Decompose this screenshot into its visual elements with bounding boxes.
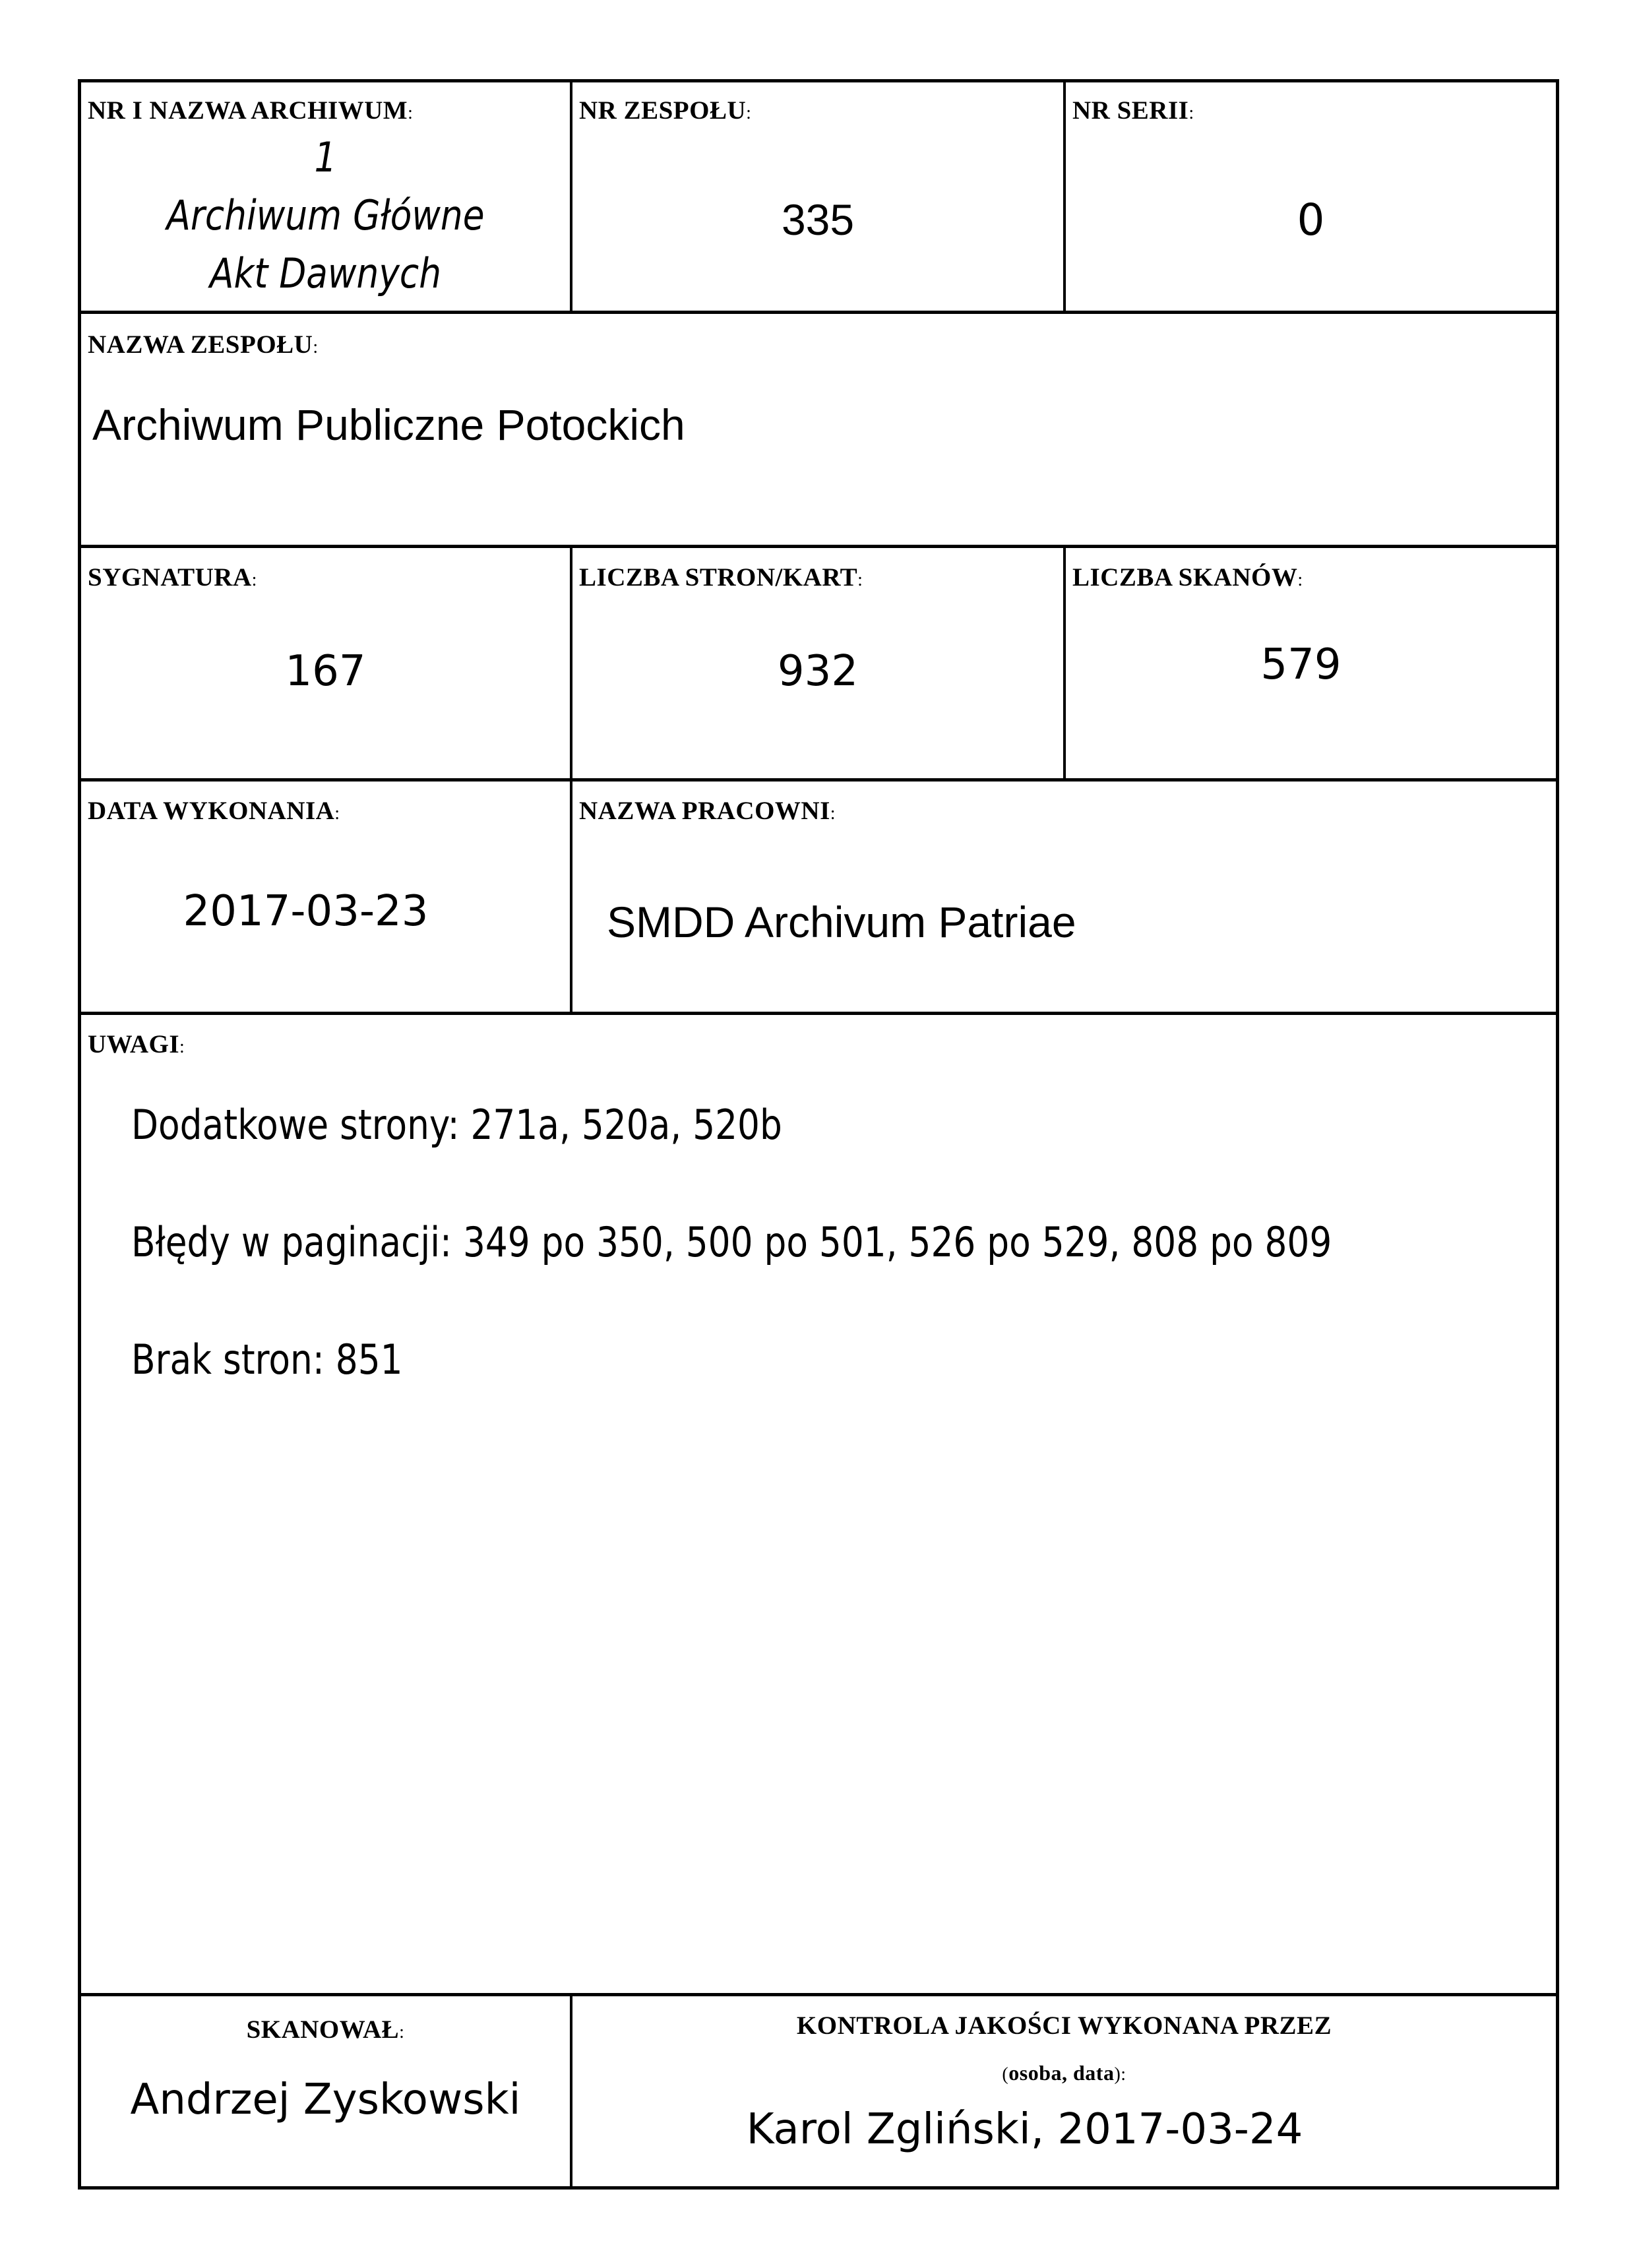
scanned-by-value: Andrzej Zyskowski bbox=[130, 2075, 521, 2124]
remarks-line-pagination-errors: Błędy w paginacji: 349 po 350, 500 po 501, 526 po 529, 808 po 809 bbox=[131, 1218, 1332, 1266]
signature-value: 167 bbox=[285, 647, 366, 696]
archive-number: 1 bbox=[314, 133, 337, 181]
fonds-name-cell bbox=[81, 314, 1556, 545]
fonds-name-label: NAZWA ZESPOŁU: bbox=[88, 330, 319, 359]
fonds-number-value: 335 bbox=[781, 195, 855, 244]
fonds-name-value: Archiwum Publiczne Potockich bbox=[92, 400, 685, 449]
scanned-by-cell bbox=[81, 1996, 570, 2186]
page-count-cell bbox=[572, 548, 1063, 778]
page-count-value: 932 bbox=[777, 647, 859, 696]
quality-control-cell bbox=[572, 1996, 1556, 2186]
archive-label: NR I NAZWA ARCHIWUM: bbox=[88, 96, 414, 125]
remarks-line-additional-pages: Dodatkowe strony: 271a, 520a, 520b bbox=[131, 1101, 782, 1149]
scanned-by-label: SKANOWAŁ: bbox=[246, 2015, 405, 2044]
workshop-name-label: NAZWA PRACOWNI: bbox=[579, 797, 836, 825]
archive-cell bbox=[81, 82, 570, 311]
remarks-line-missing-pages: Brak stron: 851 bbox=[131, 1335, 403, 1384]
quality-control-label: KONTROLA JAKOŚCI WYKONANA PRZEZ bbox=[796, 2011, 1332, 2040]
execution-date-cell bbox=[81, 782, 570, 1012]
quality-control-sublabel: (osoba, data): bbox=[1002, 2061, 1126, 2085]
archive-name-line1: Archiwum Główne bbox=[166, 191, 485, 239]
fonds-number-cell bbox=[572, 82, 1063, 311]
remarks-cell bbox=[81, 1015, 1556, 1993]
scan-count-label: LICZBA SKANÓW: bbox=[1072, 563, 1303, 592]
scan-count-cell bbox=[1066, 548, 1556, 778]
remarks-label: UWAGI: bbox=[88, 1030, 185, 1058]
fonds-number-label: NR ZESPOŁU: bbox=[579, 96, 752, 125]
series-number-value: 0 bbox=[1297, 195, 1325, 245]
series-number-cell bbox=[1066, 82, 1556, 311]
signature-cell bbox=[81, 548, 570, 778]
workshop-name-cell bbox=[572, 782, 1556, 1012]
execution-date-value: 2017-03-23 bbox=[183, 887, 429, 936]
series-number-label: NR SERII: bbox=[1072, 96, 1194, 125]
execution-date-label: DATA WYKONANIA: bbox=[88, 797, 340, 825]
quality-control-value: Karol Zgliński, 2017-03-24 bbox=[746, 2105, 1303, 2154]
scan-count-value: 579 bbox=[1260, 640, 1342, 689]
signature-label: SYGNATURA: bbox=[88, 563, 257, 592]
page-count-label: LICZBA STRON/KART: bbox=[579, 563, 863, 592]
archive-name-line2: Akt Dawnych bbox=[209, 249, 442, 297]
workshop-name-value: SMDD Archivum Patriae bbox=[607, 898, 1076, 946]
